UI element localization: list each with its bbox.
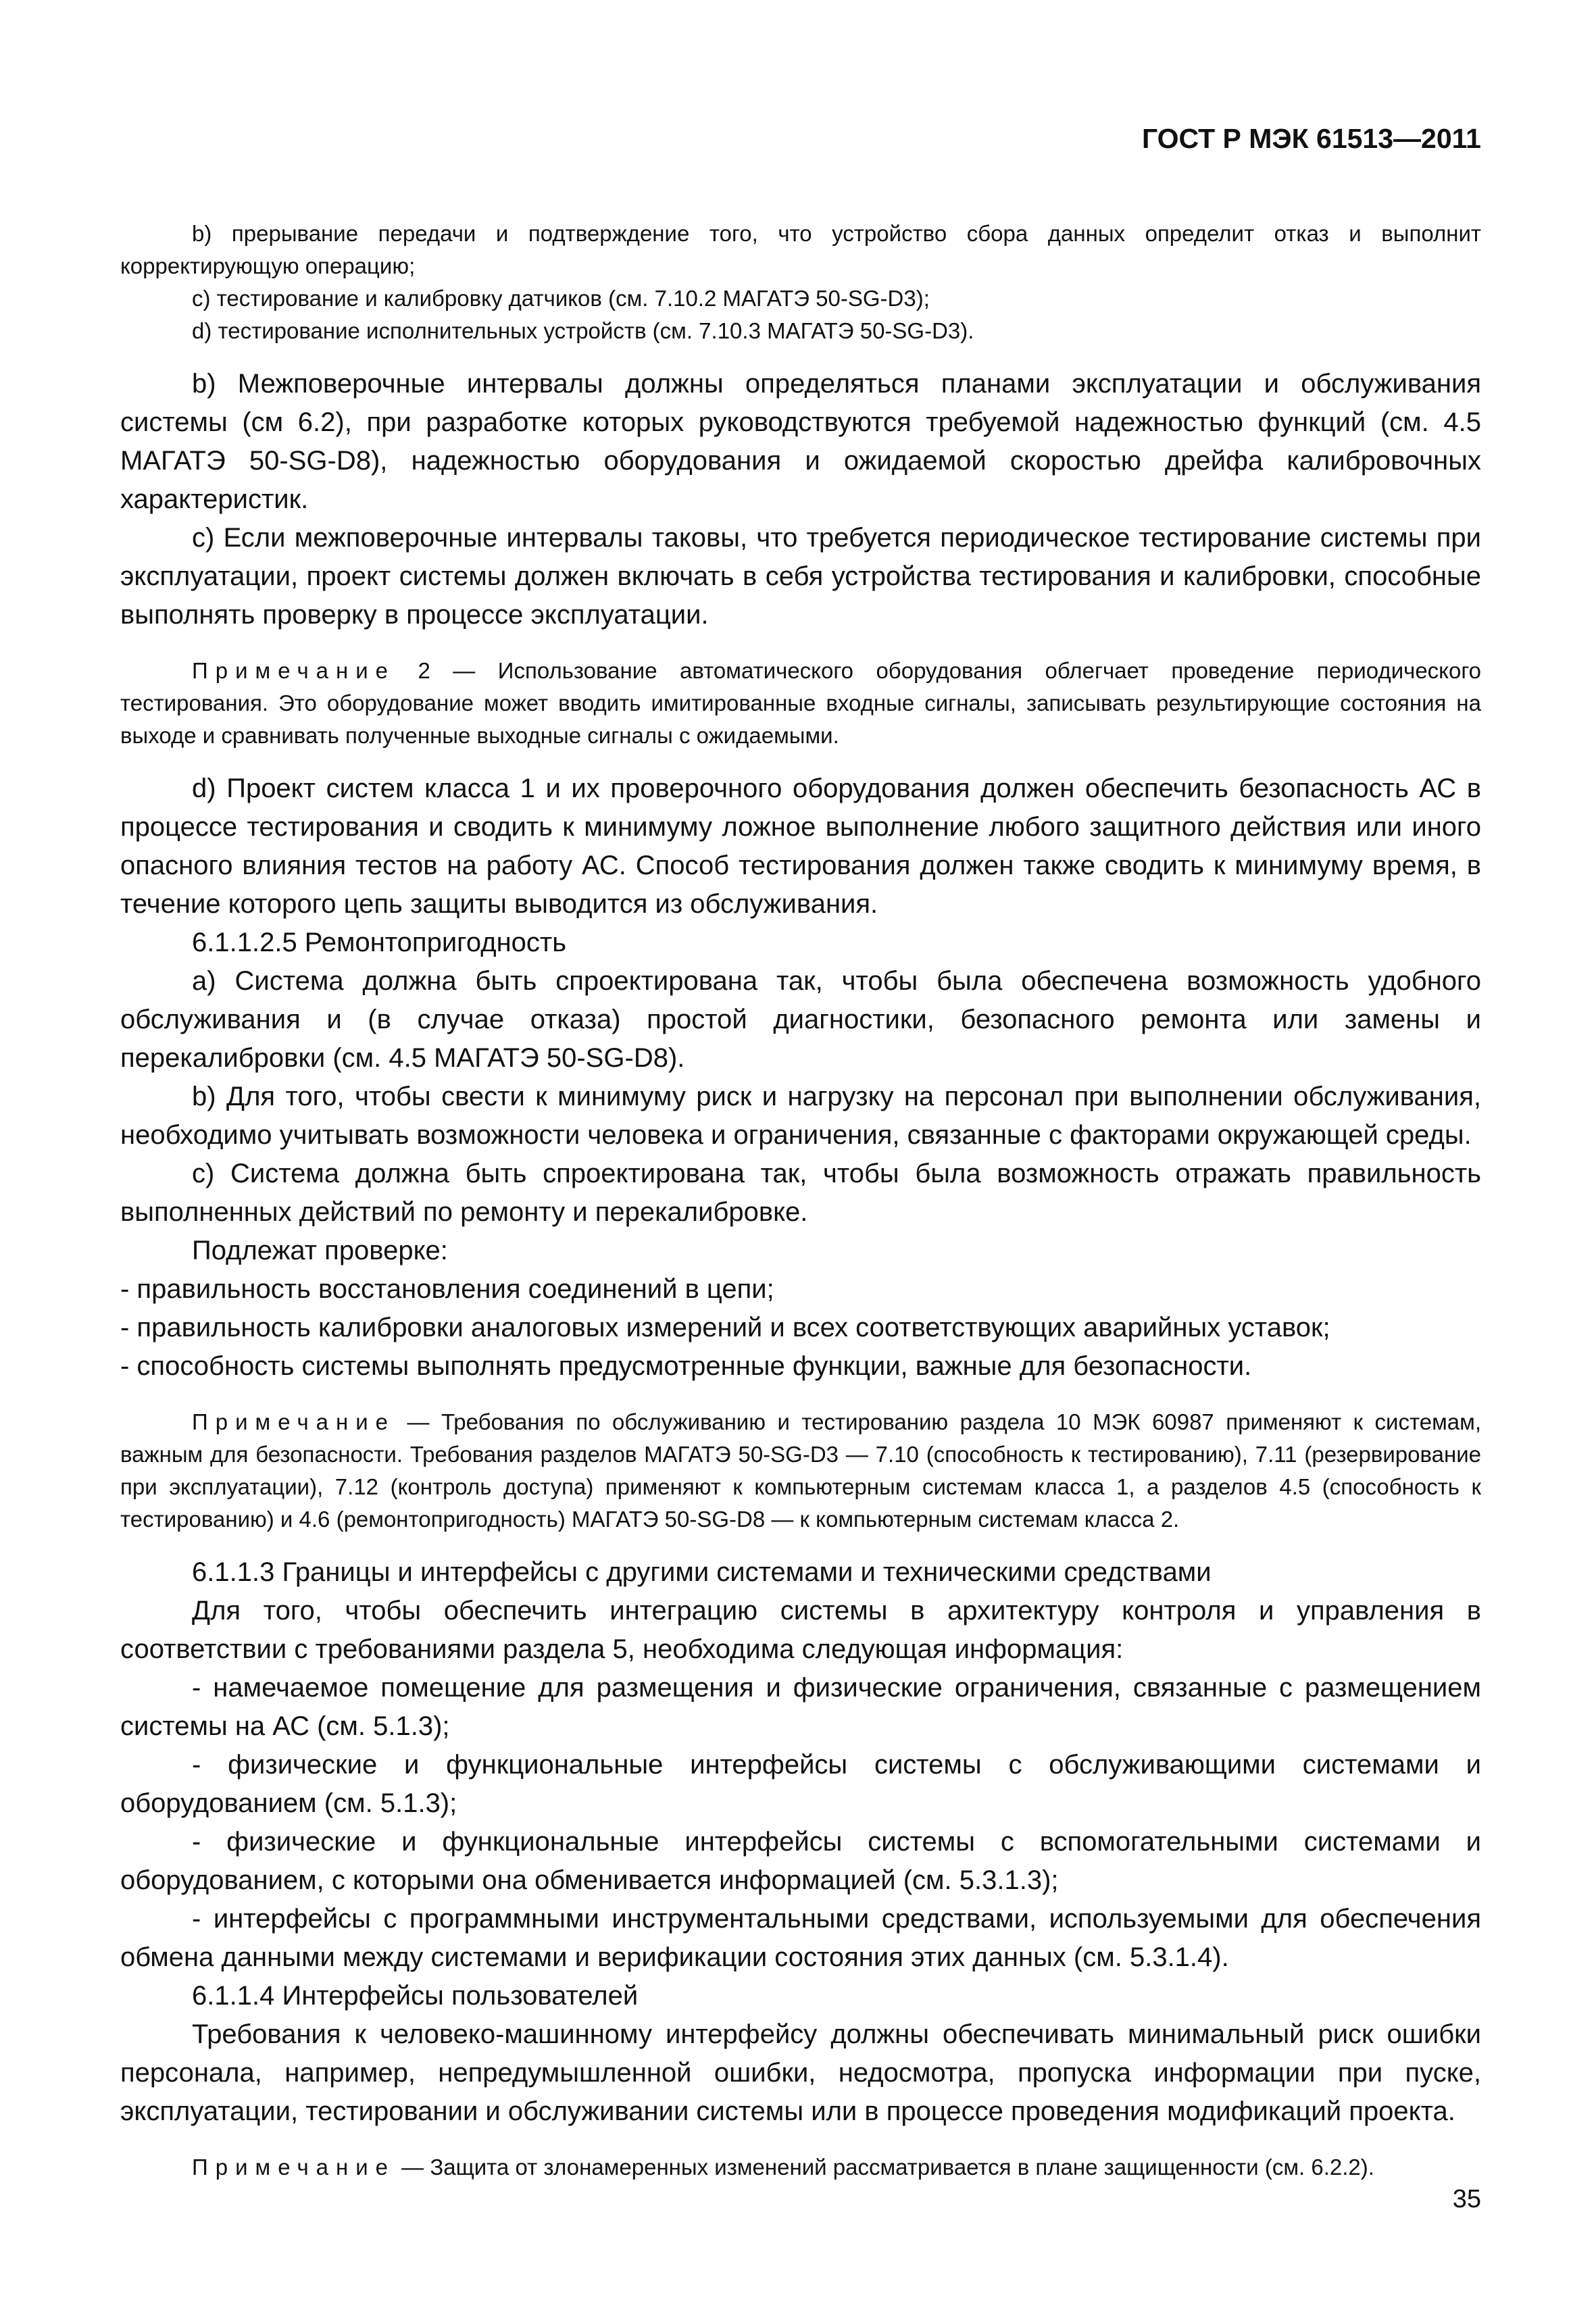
paragraph: c) Система должна быть спроектирована так, чтобы была возможность отражать правильность выполненных действий по ремонту и перекалибровке.	[120, 1159, 1481, 1227]
document-code-header: ГОСТ Р МЭК 61513—2011	[1141, 123, 1481, 154]
note-text: — Защита от злонамеренных изменений рассматривается в плане защищенности (см. 6.2.2).	[395, 2155, 1374, 2180]
paragraph: b) Межповерочные интервалы должны определяться планами эксплуатации и обслуживания системы (см 6.2), при разработке которых руководствуются требуемой надежностью функций (см. 4.5 МАГАТЭ 50-SG-D8), надежностью оборудования и ожидаемой скоростью дрейфа калибровочных характеристик.	[120, 369, 1481, 514]
section-interfaces	[120, 1553, 1481, 2131]
list-item: b) прерывание передачи и подтверждение того, что устройство сбора данных определит отказ и выполнит корректирующую операцию;	[120, 221, 1481, 278]
paragraph: b) Для того, чтобы свести к минимуму риск и нагрузку на персонал при выполнении обслуживания, необходимо учитывать возможности человека и ограничения, связанные с факторами окружающей среды.	[120, 1082, 1481, 1150]
paragraph: d) Проект систем класса 1 и их проверочного оборудования должен обеспечить безопасность АС в процессе тестирования и сводить к минимуму ложное выполнение любого защитного действия или иного опасного влияния тестов на работу АС. Способ тестирования должен также сводить к минимуму время, в течение которого цепь защиты выводится из обслуживания.	[120, 774, 1481, 919]
list-item: - способность системы выполнять предусмотренные функции, важные для безопасности.	[120, 1351, 1252, 1381]
section-heading: 6.1.1.4 Интерфейсы пользователей	[192, 1981, 639, 2011]
note-text: 2 — Использование автоматического оборудования облегчает проведение периодического тестирования. Это оборудование может вводить имитированные входные сигналы, записывать результирующие состояния на выходе и сравнивать полученные выходные сигналы с ожидаемыми.	[120, 658, 1481, 748]
list-item: - намечаемое помещение для размещения и физические ограничения, связанные с размещением системы на АС (см. 5.1.3);	[120, 1673, 1481, 1741]
paragraph: a) Система должна быть спроектирована так, чтобы была обеспечена возможность удобного обслуживания и (в случае отказа) простой диагностики, безопасного ремонта или замены и перекалибровки (см. 4.5 МАГАТЭ 50-SG-D8).	[120, 966, 1481, 1073]
list-item: - правильность восстановления соединений в цепи;	[120, 1274, 774, 1304]
list-item: c) тестирование и калибровку датчиков (см. 7.10.2 МАГАТЭ 50-SG-D3);	[192, 286, 930, 311]
note-label: Примечание	[192, 658, 396, 683]
note-text: — Требования по обслуживанию и тестированию раздела 10 МЭК 60987 применяют к системам, важным для безопасности. Требования разделов МАГАТЭ 50-SG-D3 — 7.10 (способность к тестированию), 7.11 (резервирование при эксплуатации), 7.12 (контроль доступа) применяют к компьютерным системам класса 1, а разделов 4.5 (способность к тестированию) и 4.6 (ремонтопригодность) МАГАТЭ 50-SG-D8 — к компьютерным системам класса 2.	[120, 1409, 1481, 1532]
note-paragraph	[120, 2151, 1481, 2184]
section-intervals	[120, 365, 1481, 634]
page-number: 35	[1452, 2185, 1481, 2213]
paragraph: Для того, чтобы обеспечить интеграцию системы в архитектуру контроля и управления в соответствии с требованиями раздела 5, необходима следующая информация:	[120, 1596, 1481, 1664]
list-item: - физические и функциональные интерфейсы системы с вспомогательными системами и оборудованием, с которыми она обменивается информацией (см. 5.3.1.3);	[120, 1827, 1481, 1895]
note-paragraph	[120, 655, 1481, 752]
paragraph: c) Если межповерочные интервалы таковы, что требуется периодическое тестирование системы при эксплуатации, проект системы должен включать в себя устройства тестирования и калибровки, способные выполнять проверку в процессе эксплуатации.	[120, 523, 1481, 630]
paragraph: Требования к человеко-машинному интерфейсу должны обеспечивать минимальный риск ошибки персонала, например, непредумышленной ошибки, недосмотра, пропуска информации при пуске, эксплуатации, тестировании и обслуживании системы или в процессе проведения модификаций проекта.	[120, 2019, 1481, 2126]
list-item: - физические и функциональные интерфейсы системы с обслуживающими системами и оборудованием (см. 5.1.3);	[120, 1750, 1481, 1818]
note-label: Примечание	[192, 2155, 396, 2180]
paragraph: Подлежат проверке:	[192, 1236, 448, 1265]
section-heading: 6.1.1.2.5 Ремонтопригодность	[192, 928, 567, 957]
list-item: - интерфейсы с программными инструментальными средствами, используемыми для обеспечения обмена данными между системами и верификации состояния этих данных (см. 5.3.1.4).	[120, 1904, 1481, 1972]
list-item: d) тестирование исполнительных устройств (см. 7.10.3 МАГАТЭ 50-SG-D3).	[192, 318, 974, 343]
top-list	[120, 218, 1481, 347]
note-label: Примечание	[192, 1409, 396, 1434]
section-maintainability	[120, 770, 1481, 1386]
note-paragraph	[120, 1406, 1481, 1536]
section-heading: 6.1.1.3 Границы и интерфейсы с другими системами и техническими средствами	[192, 1557, 1212, 1587]
list-item: - правильность калибровки аналоговых измерений и всех соответствующих аварийных уставок;	[120, 1313, 1330, 1342]
